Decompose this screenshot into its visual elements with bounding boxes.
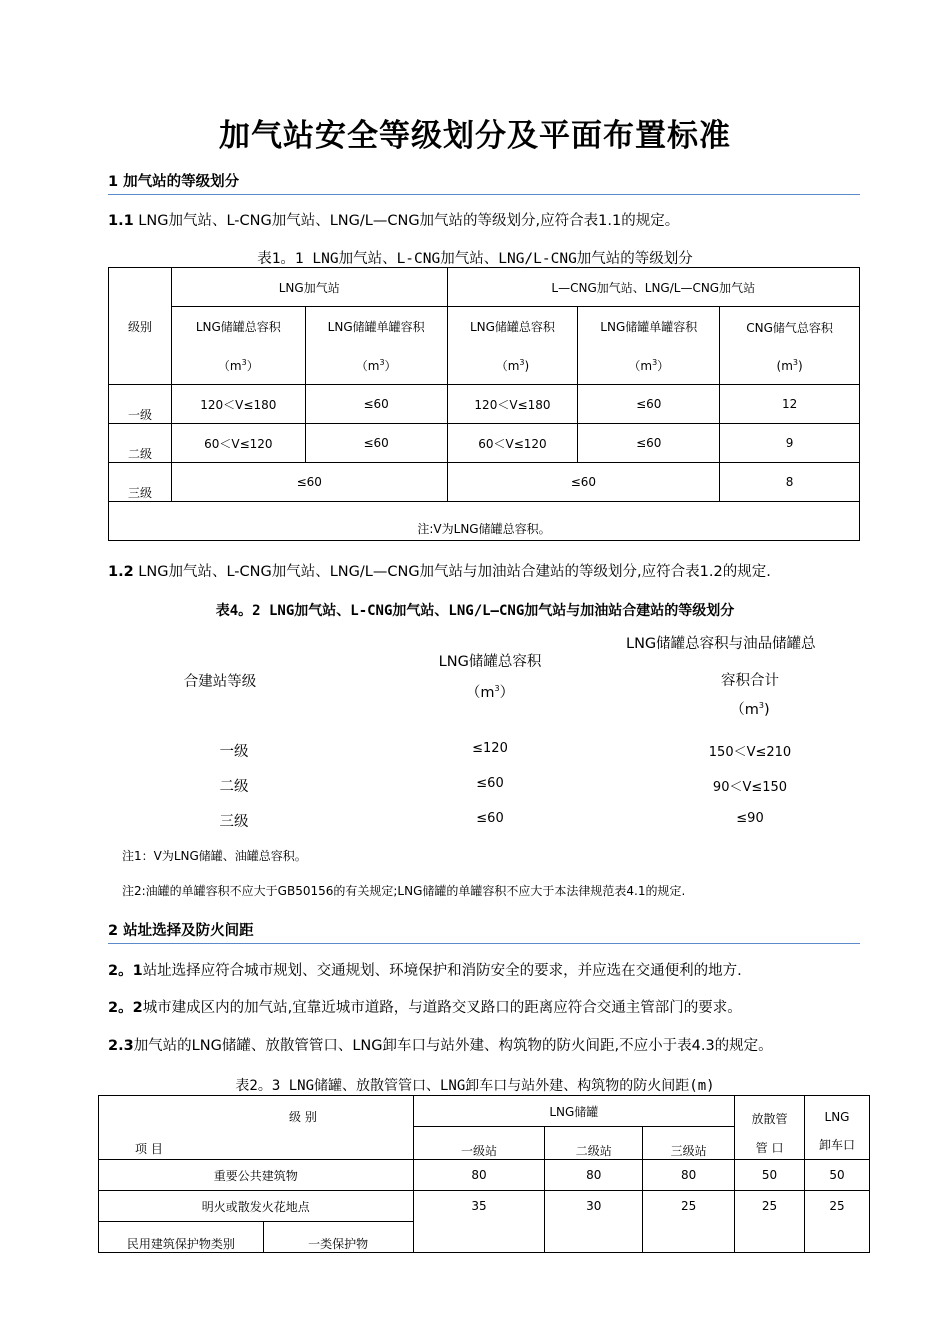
- table-3-cell: 35: [413, 1191, 545, 1253]
- table-1-caption: 表1。1 LNG加气站、L-CNG加气站、LNG/L-CNG加气站的等级划分: [257, 251, 693, 267]
- table-row: [99, 1160, 870, 1191]
- table-3-cell: 80: [545, 1160, 643, 1191]
- table-3-cell: 50: [805, 1160, 870, 1191]
- table-1-level-cell: 三级: [109, 463, 172, 502]
- table-3-vent-header: 放散管 管 口: [735, 1096, 805, 1160]
- paragraph-1-1-number: 1.1: [108, 213, 134, 229]
- table-row: [109, 463, 860, 502]
- table-1-cell: 9: [720, 424, 860, 463]
- table-1-note: 注:V为LNG储罐总容积。: [109, 502, 860, 541]
- page-title: 加气站安全等级划分及平面布置标准: [219, 118, 731, 154]
- table-2-level-cell: 三级: [219, 814, 249, 830]
- table-1-cell: ≤60: [305, 385, 447, 424]
- table-1-col-3: LNG储罐总容积 $(m^3)$: [447, 307, 578, 385]
- table-3-grade-2: 二级站: [545, 1127, 643, 1160]
- table-1-col-2: LNG储罐单罐容积 $(m^3)$: [305, 307, 447, 385]
- table-3-cell: 25: [735, 1191, 805, 1253]
- table-1-level-cell: 二级: [109, 424, 172, 463]
- table-2-caption: 表4。2 LNG加气站、L-CNG加气站、LNG/L—CNG加气站与加油站合建站的等级划分: [215, 603, 735, 619]
- table-1-level-cell: 一级: [109, 385, 172, 424]
- table-1-cell: 120＜V≤180: [447, 385, 578, 424]
- table-2-cell: ≤60: [476, 776, 504, 791]
- table-1-cell: 12: [720, 385, 860, 424]
- table-3-caption: 表2。3 LNG储罐、放散管管口、LNG卸车口与站外建、构筑物的防火间距(m): [235, 1078, 715, 1094]
- paragraph-2-2-number: 2。2: [108, 1000, 143, 1016]
- table-1-cell: ≤60: [578, 424, 720, 463]
- table-1-cell: ≤60: [578, 385, 720, 424]
- table-2-header-level: 合建站等级: [183, 674, 257, 690]
- paragraph-2-1-number: 2。1: [108, 963, 143, 979]
- paragraph-2-3-number: 2.3: [108, 1038, 134, 1054]
- section-1-heading: 1 加气站的等级划分: [108, 170, 860, 195]
- table-2-note-1: 注1：V为LNG储罐、油罐总容积。: [122, 849, 307, 863]
- paragraph-2-3: [108, 1034, 773, 1055]
- table-3-cell: 80: [413, 1160, 545, 1191]
- table-3-item-cell: 重要公共建筑物: [99, 1160, 414, 1191]
- paragraph-2-2-text: 城市建成区内的加气站,宜靠近城市道路，与道路交叉路口的距离应符合交通主管部门的要求。: [142, 1000, 742, 1016]
- table-2-cell: ≤60: [476, 811, 504, 826]
- paragraph-1-2: [108, 560, 771, 581]
- table-2-cell: ≤90: [736, 811, 764, 826]
- table-1-level-header: 级别: [109, 268, 172, 385]
- table-3-cell: 30: [545, 1191, 643, 1253]
- table-3-cell: 25: [805, 1191, 870, 1253]
- table-1-col-4: LNG储罐单罐容积 $(m^3)$: [578, 307, 720, 385]
- table-1-cell: 60＜V≤120: [447, 424, 578, 463]
- table-3-group-tank: LNG储罐: [413, 1096, 735, 1127]
- table-1-cell: 8: [720, 463, 860, 502]
- paragraph-2-2: [108, 996, 742, 1017]
- table-1-cell: 120＜V≤180: [171, 385, 305, 424]
- table-1-group-lcng: L—CNG加气站、LNG/L—CNG加气站: [447, 268, 859, 307]
- table-2-note-2: 注2:油罐的单罐容积不应大于GB50156的有关规定;LNG储罐的单罐容积不应大于本法律规范表4.1的规定.: [122, 884, 686, 898]
- table-1-col-1: LNG储罐总容积 $(m^3)$: [171, 307, 305, 385]
- table-3-grade-3: 三级站: [643, 1127, 735, 1160]
- paragraph-1-1: [108, 209, 679, 230]
- table-3: [98, 1095, 870, 1253]
- table-1-cell: 60＜V≤120: [171, 424, 305, 463]
- table-2-header-total: LNG储罐总容积与油品储罐总 容积合计 $(m^3)$: [626, 636, 816, 718]
- paragraph-2-1: [108, 959, 742, 980]
- table-2-cell: 90＜V≤150: [712, 780, 788, 795]
- paragraph-2-1-text: 站址选择应符合城市规划、交通规划、环境保护和消防安全的要求，并应选在交通便利的地方.: [142, 963, 742, 979]
- table-3-item-cell: 明火或散发火花地点: [99, 1191, 414, 1222]
- paragraph-2-3-text: 加气站的LNG储罐、放散管管口、LNG卸车口与站外建、构筑物的防火间距,不应小于表4.3的规定。: [133, 1038, 773, 1054]
- section-2-heading: 2 站址选择及防火间距: [108, 919, 860, 944]
- table-3-cell: 80: [643, 1160, 735, 1191]
- table-3-civil-class-1: 一类保护物: [263, 1222, 413, 1253]
- table-1-cell: ≤60: [447, 463, 720, 502]
- paragraph-1-1-text: LNG加气站、L-CNG加气站、LNG/L—CNG加气站的等级划分,应符合表1.1的规定。: [133, 213, 680, 229]
- paragraph-1-2-number: 1.2: [108, 564, 134, 580]
- table-1-cell: ≤60: [171, 463, 447, 502]
- table-3-grade-1: 一级站: [413, 1127, 545, 1160]
- table-row: [109, 385, 860, 424]
- table-3-cell: 50: [735, 1160, 805, 1191]
- table-2-level-cell: 二级: [219, 779, 249, 795]
- table-1-group-lng: LNG加气站: [171, 268, 447, 307]
- table-1: [108, 267, 860, 541]
- table-1-cell: ≤60: [305, 424, 447, 463]
- table-3-cell: 25: [643, 1191, 735, 1253]
- table-3-unload-header: LNG 卸车口: [805, 1096, 870, 1160]
- table-2-header-lng: LNG储罐总容积 $(m^3)$: [438, 654, 542, 701]
- table-row: [109, 424, 860, 463]
- paragraph-1-2-text: LNG加气站、L-CNG加气站、LNG/L—CNG加气站与加油站合建站的等级划分,应符合表1.2的规定.: [133, 564, 771, 580]
- table-3-civil-category: 民用建筑保护物类别: [99, 1222, 264, 1253]
- table-row: [99, 1191, 870, 1222]
- table-2-cell: 150＜V≤210: [708, 745, 792, 760]
- table-2-cell: ≤120: [472, 741, 508, 756]
- table-3-corner: 级 别 项 目: [99, 1096, 414, 1160]
- table-1-col-5: CNG储气总容积 $(m^3)$: [720, 307, 860, 385]
- table-2-level-cell: 一级: [219, 744, 249, 760]
